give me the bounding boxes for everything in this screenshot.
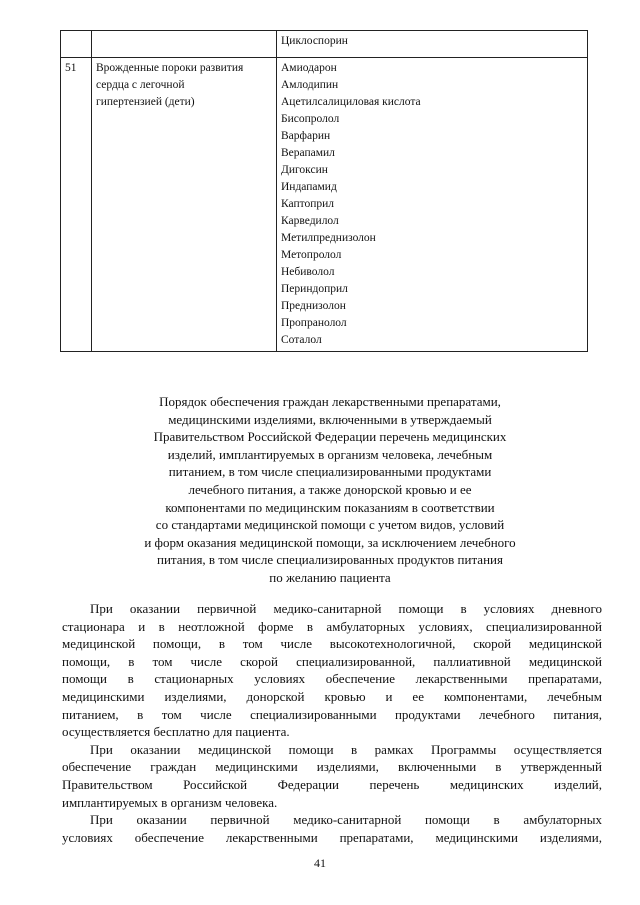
text-line: При оказании первичной медико-санитарной помощи в амбулаторных	[90, 812, 602, 828]
drug-name: Бисопролол	[281, 113, 340, 125]
paragraph	[62, 741, 602, 811]
drug-name: Метопролол	[281, 249, 342, 261]
drug-name: Индапамид	[281, 181, 337, 193]
text-line: стационара и в неотложной форме в амбулаторных условиях, специализированной	[62, 618, 602, 634]
text-line: При оказании первичной медико-санитарной помощи в условиях дневного	[90, 601, 602, 616]
drug-name: Карведилол	[281, 215, 339, 227]
drug-name: Амлодипин	[281, 79, 339, 91]
row-number-cell	[61, 31, 92, 58]
drug-name: Циклоспорин	[281, 35, 348, 47]
drug-name: Метилпреднизолон	[281, 232, 376, 244]
heading-line: компонентами по медицинским показаниям в соответствии	[165, 499, 495, 515]
drug-name: Соталол	[281, 334, 322, 346]
text-line: При оказании медицинской помощи в рамках Программы осуществляется	[90, 741, 602, 757]
drug-name: Периндоприл	[281, 283, 348, 295]
drug-name: Верапамил	[281, 147, 335, 159]
heading-line: по желанию пациента	[269, 569, 391, 585]
heading-line: медицинскими изделиями, включенными в утверждаемый	[168, 411, 492, 427]
table-row	[61, 31, 588, 58]
drug-name: Ацетилсалициловая кислота	[281, 96, 421, 108]
page-number: 41	[314, 856, 326, 870]
row-number-cell: 51	[61, 58, 92, 352]
text-line: обеспечение граждан медицинскими изделиями, включенными в утвержденный	[62, 759, 602, 775]
drug-name: Небиволол	[281, 266, 335, 278]
text-line: Правительством Российской Федерации перечень медицинских изделий,	[62, 776, 602, 792]
section-heading	[100, 393, 560, 587]
drug-name: Каптоприл	[281, 198, 335, 210]
table-row	[61, 58, 588, 352]
drugs-cell	[277, 58, 588, 352]
heading-line: со стандартами медицинской помощи с учетом видов, условий	[155, 517, 505, 533]
condition-line: гипертензией (дети)	[96, 96, 195, 108]
heading-line: питания, в том числе специализированных продуктов питания	[157, 552, 503, 568]
text-line: условиях обеспечение лекарственными препаратами, медицинскими изделиями,	[62, 829, 602, 845]
heading-line: Правительством Российской Федерации перечень медицинских	[153, 429, 507, 445]
condition-line: Врожденные пороки развития	[96, 62, 244, 74]
heading-line: питанием, в том числе специализированными продуктами	[168, 464, 492, 480]
drug-name: Дигоксин	[281, 164, 328, 176]
text-line: питанием, в том числе специализированными продуктами лечебного питания,	[62, 706, 602, 722]
drug-name: Варфарин	[281, 130, 331, 142]
drug-name: Амиодарон	[281, 62, 337, 74]
drugs-cell	[277, 31, 588, 58]
heading-line: изделий, имплантируемых в организм человека, лечебным	[167, 446, 493, 462]
heading-line: Порядок обеспечения граждан лекарственными препаратами,	[159, 394, 501, 409]
text-line: медицинскими изделиями, донорской кровью и ее компонентами, лечебным	[62, 688, 602, 704]
drug-name: Преднизолон	[281, 300, 346, 312]
condition-cell	[92, 58, 277, 352]
body-text	[62, 600, 602, 846]
drug-table	[60, 30, 588, 352]
text-line: медицинской помощи, в том числе высокотехнологичной, скорой медицинской	[62, 636, 602, 652]
heading-line: лечебного питания, а также донорской кровью и ее	[188, 481, 472, 497]
heading-line: и форм оказания медицинской помощи, за исключением лечебного	[144, 534, 516, 550]
condition-line: сердца с легочной	[96, 79, 185, 91]
text-line: помощи, в том числе скорой специализированной, паллиативной медицинской	[62, 653, 602, 669]
paragraph	[62, 600, 602, 741]
condition-cell	[92, 31, 277, 58]
drug-name: Пропранолол	[281, 317, 347, 329]
text-line: осуществляется бесплатно для пациента.	[62, 724, 290, 740]
text-line: помощи в стационарных условиях обеспечение лекарственными препаратами,	[62, 671, 602, 687]
text-line: имплантируемых в организм человека.	[62, 794, 278, 810]
paragraph	[62, 811, 602, 846]
